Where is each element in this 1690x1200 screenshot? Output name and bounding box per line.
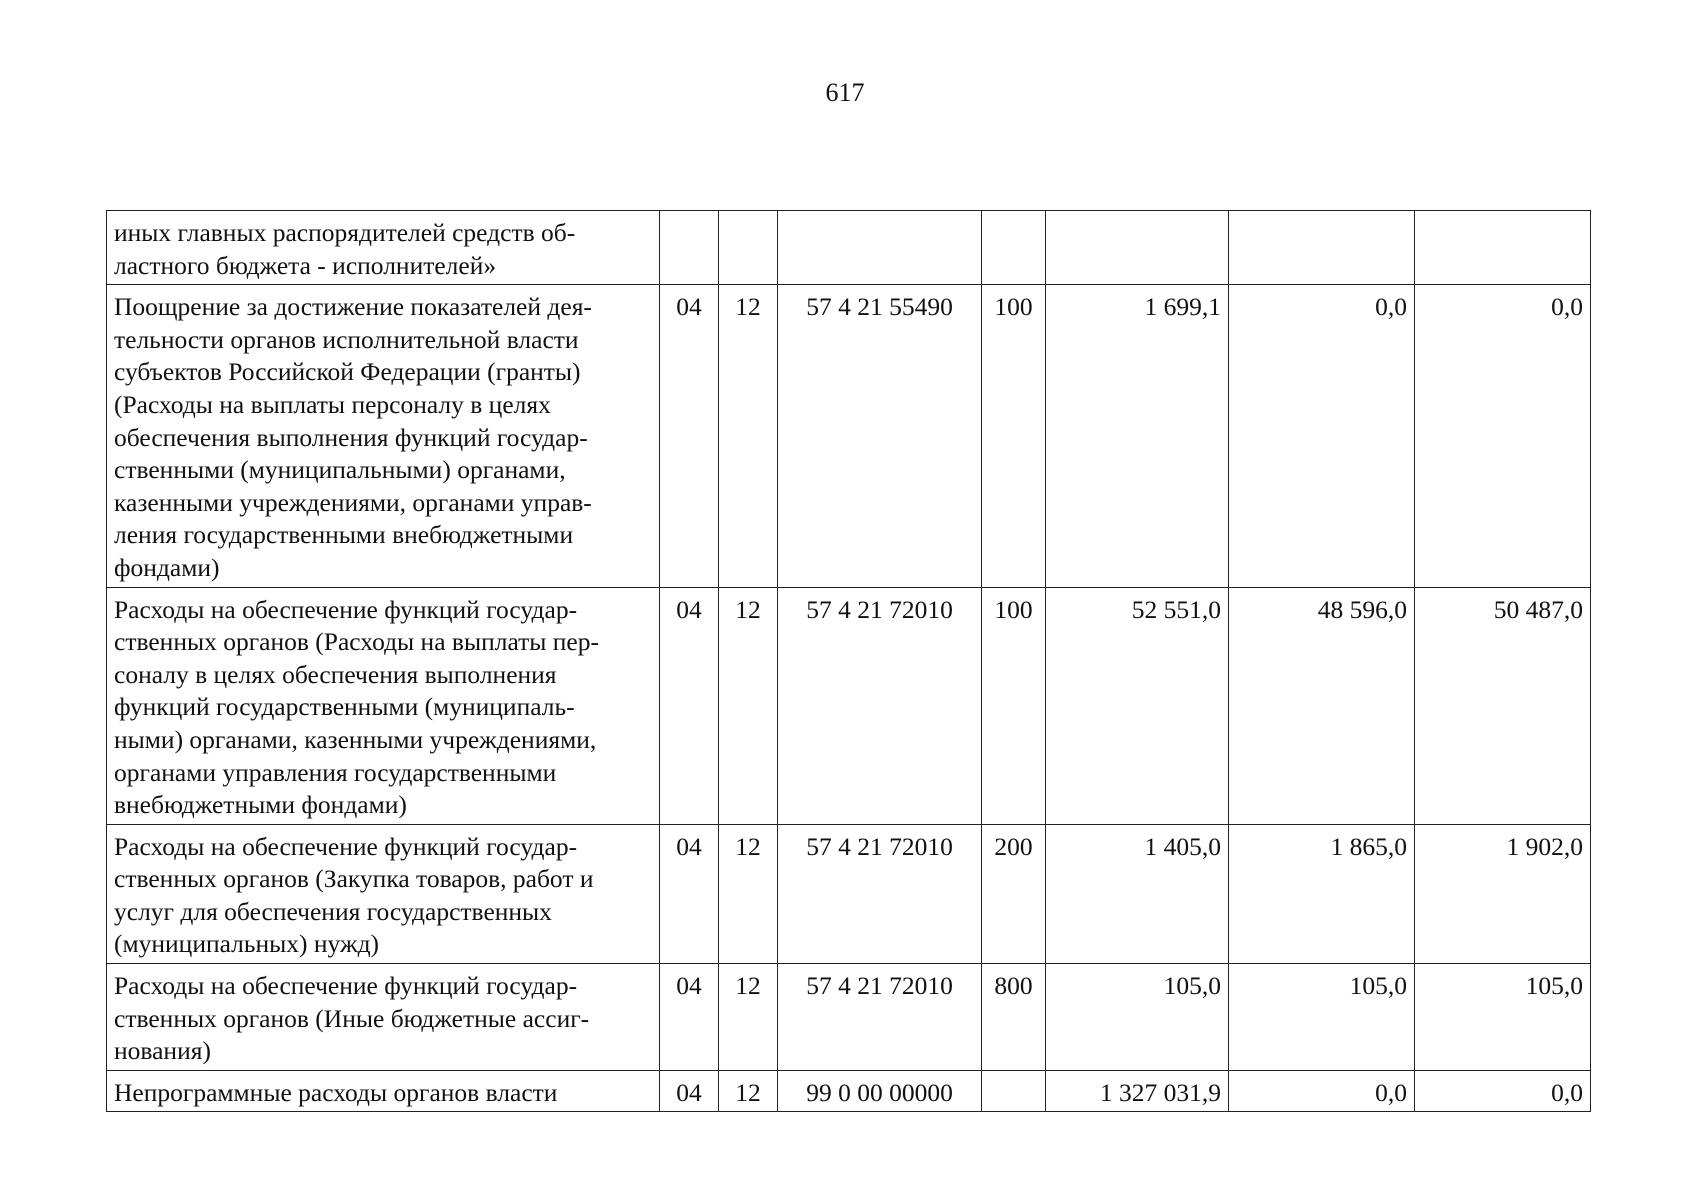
expense-name-line: казенными учреждениями, органами управ- bbox=[114, 487, 592, 517]
expense-name-line: нования) bbox=[114, 1036, 211, 1066]
amount-year2-cell: 105,0 bbox=[1229, 964, 1415, 1071]
section-code-cell: 04 bbox=[660, 1070, 719, 1112]
amount-year1-cell: 105,0 bbox=[1046, 964, 1229, 1071]
expense-name-line: Поощрение за достижение показателей дея- bbox=[114, 292, 592, 322]
amount-year1-cell bbox=[1046, 211, 1229, 285]
target-article-cell: 57 4 21 72010 bbox=[778, 824, 982, 963]
expense-name-line: субъектов Российской Федерации (гранты) bbox=[114, 357, 581, 387]
expense-name-cell bbox=[107, 964, 660, 1071]
section-code-cell: 04 bbox=[660, 285, 719, 587]
expense-name-line: органами управления государственными bbox=[114, 757, 557, 787]
amount-year3-cell: 50 487,0 bbox=[1415, 587, 1591, 824]
expense-name-line: фондами) bbox=[114, 552, 220, 582]
table-row bbox=[107, 824, 1591, 963]
expense-type-cell: 200 bbox=[982, 824, 1046, 963]
amount-year2-cell: 0,0 bbox=[1229, 285, 1415, 587]
table-row bbox=[107, 1070, 1591, 1112]
amount-year2-cell: 0,0 bbox=[1229, 1070, 1415, 1112]
target-article-cell bbox=[778, 211, 982, 285]
expense-name-line: ственных органов (Расходы на выплаты пер- bbox=[114, 627, 599, 657]
amount-year3-cell: 0,0 bbox=[1415, 285, 1591, 587]
expense-name-line: ными) органами, казенными учреждениями, bbox=[114, 724, 597, 754]
amount-year1-cell: 1 405,0 bbox=[1046, 824, 1229, 963]
subsection-code-cell: 12 bbox=[719, 964, 778, 1071]
amount-year3-cell: 1 902,0 bbox=[1415, 824, 1591, 963]
amount-year2-cell: 1 865,0 bbox=[1229, 824, 1415, 963]
budget-table bbox=[106, 210, 1591, 1112]
amount-year1-cell: 1 327 031,9 bbox=[1046, 1070, 1229, 1112]
expense-name-line: ления государственными внебюджетными bbox=[114, 520, 574, 550]
amount-year1-cell: 52 551,0 bbox=[1046, 587, 1229, 824]
expense-name-line: ственных органов (Иные бюджетные ассиг- bbox=[114, 1003, 590, 1033]
expense-name-line: Расходы на обеспечение функций государ- bbox=[114, 831, 578, 861]
section-code-cell: 04 bbox=[660, 964, 719, 1071]
subsection-code-cell: 12 bbox=[719, 824, 778, 963]
page-number: 617 bbox=[825, 78, 865, 107]
expense-name-cell bbox=[107, 1070, 660, 1112]
expense-name-line: ственными (муниципальными) органами, bbox=[114, 455, 566, 485]
expense-type-cell bbox=[982, 1070, 1046, 1112]
amount-year1-cell: 1 699,1 bbox=[1046, 285, 1229, 587]
expense-type-cell bbox=[982, 211, 1046, 285]
subsection-code-cell: 12 bbox=[719, 1070, 778, 1112]
amount-year3-cell: 105,0 bbox=[1415, 964, 1591, 1071]
expense-name-line: (Расходы на выплаты персоналу в целях bbox=[114, 389, 551, 419]
target-article-cell: 57 4 21 55490 bbox=[778, 285, 982, 587]
section-code-cell: 04 bbox=[660, 587, 719, 824]
amount-year3-cell: 0,0 bbox=[1415, 1070, 1591, 1112]
expense-name-line: иных главных распорядителей средств об- bbox=[114, 218, 576, 247]
target-article-cell: 57 4 21 72010 bbox=[778, 587, 982, 824]
table-row bbox=[107, 211, 1591, 285]
expense-name-line: обеспечения выполнения функций государ- bbox=[114, 422, 588, 452]
expense-name-line: функций государственными (муниципаль- bbox=[114, 692, 575, 722]
expense-name-cell bbox=[107, 587, 660, 824]
table-row bbox=[107, 587, 1591, 824]
expense-name-line: тельности органов исполнительной власти bbox=[114, 324, 579, 354]
subsection-code-cell: 12 bbox=[719, 285, 778, 587]
expense-name-line: ственных органов (Закупка товаров, работ и bbox=[114, 864, 594, 894]
table-row bbox=[107, 285, 1591, 587]
section-code-cell: 04 bbox=[660, 824, 719, 963]
table-row bbox=[107, 964, 1591, 1071]
section-code-cell bbox=[660, 211, 719, 285]
expense-name-line: внебюджетными фондами) bbox=[114, 790, 407, 820]
expense-name-line: соналу в целях обеспечения выполнения bbox=[114, 659, 557, 689]
expense-type-cell: 100 bbox=[982, 587, 1046, 824]
expense-name-line: (муниципальных) нужд) bbox=[114, 929, 380, 959]
target-article-cell: 99 0 00 00000 bbox=[778, 1070, 982, 1112]
expense-name-line: Непрограммные расходы органов власти bbox=[114, 1077, 558, 1107]
expense-name-cell bbox=[107, 285, 660, 587]
expense-name-line: ластного бюджета - исполнителей» bbox=[114, 250, 497, 280]
table-body bbox=[107, 211, 1591, 1112]
expense-name-line: Расходы на обеспечение функций государ- bbox=[114, 971, 578, 1001]
expense-name-line: Расходы на обеспечение функций государ- bbox=[114, 594, 578, 624]
target-article-cell: 57 4 21 72010 bbox=[778, 964, 982, 1071]
expense-type-cell: 100 bbox=[982, 285, 1046, 587]
expense-name-cell bbox=[107, 211, 660, 285]
amount-year2-cell: 48 596,0 bbox=[1229, 587, 1415, 824]
amount-year2-cell bbox=[1229, 211, 1415, 285]
amount-year3-cell bbox=[1415, 211, 1591, 285]
subsection-code-cell bbox=[719, 211, 778, 285]
expense-name-line: услуг для обеспечения государственных bbox=[114, 896, 552, 926]
expense-type-cell: 800 bbox=[982, 964, 1046, 1071]
subsection-code-cell: 12 bbox=[719, 587, 778, 824]
expense-name-cell bbox=[107, 824, 660, 963]
